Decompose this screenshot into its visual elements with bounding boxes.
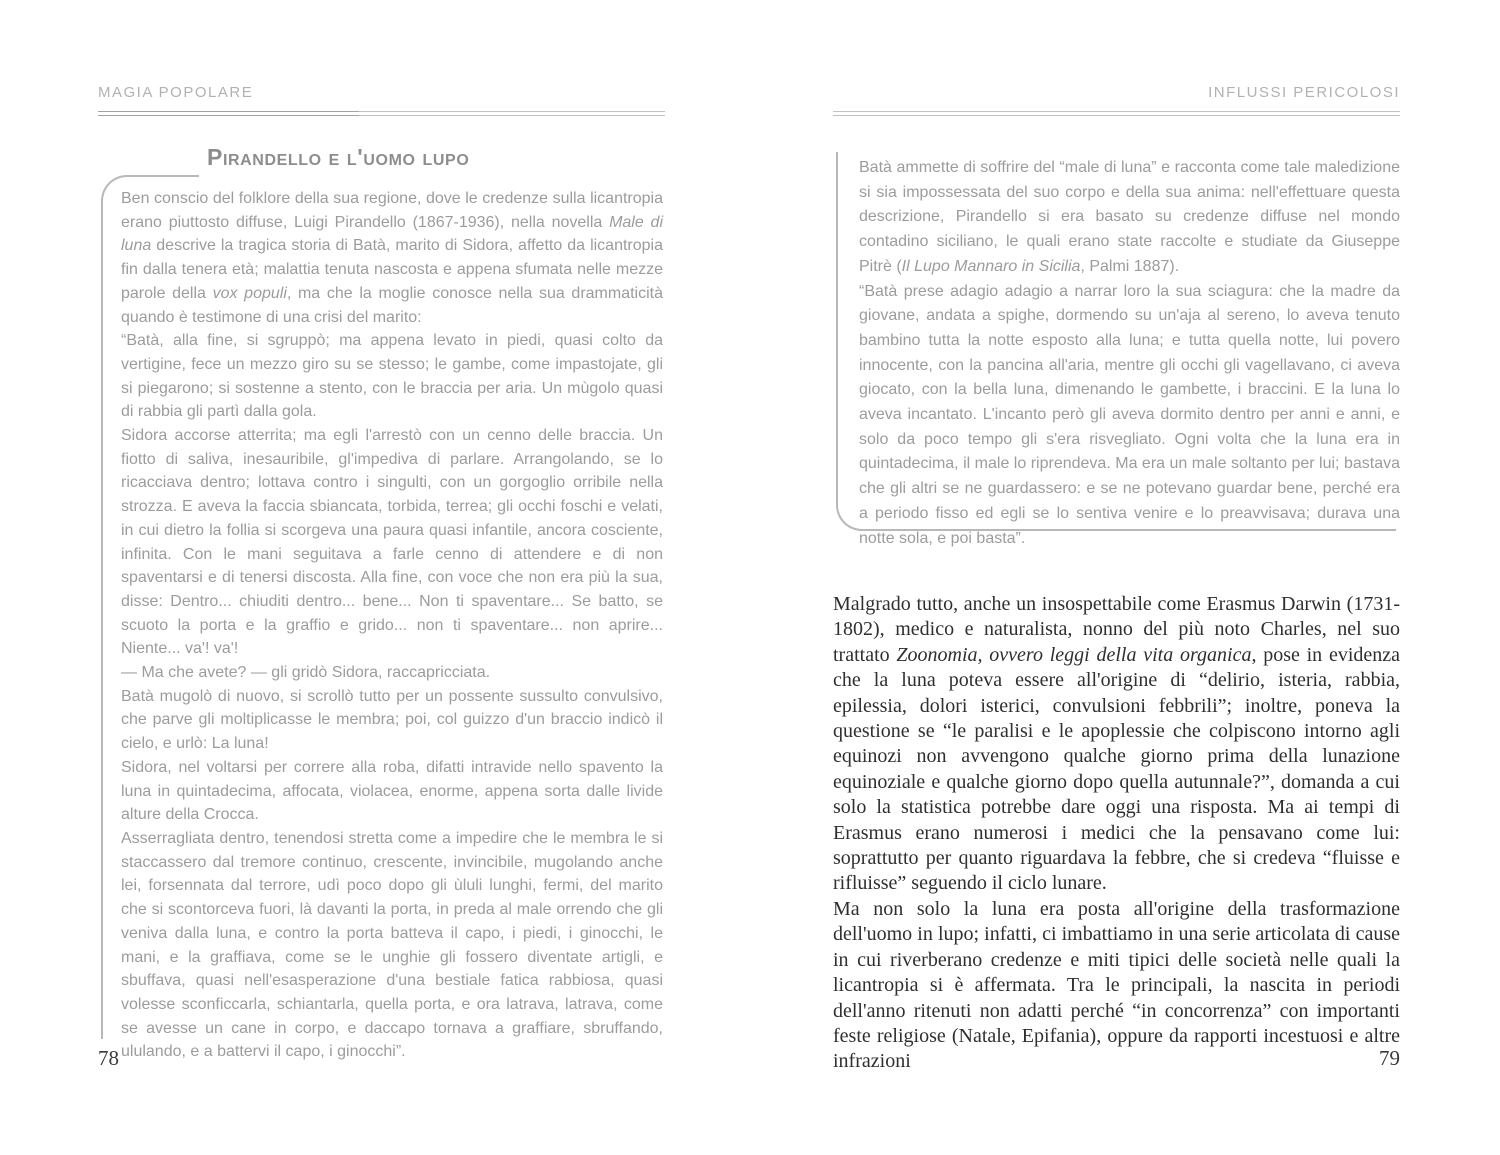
running-head-left: MAGIA POPOLARE — [98, 84, 254, 101]
paragraph: “Batà prese adagio adagio a narrar loro la sua sciagura: che la madre da giovane, andata a spighe, dormendo su un'aja al sereno, lo aveva tenuto bambino tutta la notte esposto alla luna; e tutta quella notte, lui povero innocente, con la pancina all'aria, mentre gli occhi gli vagellavano, ci aveva giocato, con la bella luna, dimenando le gambette, i braccini. E la luna lo aveva incantato. L'incanto però gli aveva dormito dentro per anni e anni, e solo da poco tempo gli s'era risvegliato. Ogni volta che la luna era in quintadecima, il male lo riprendeva. Ma era un male soltanto per lui; bastava che gli altri se ne guardassero: e se ne potevano guardar bene, perché era a periodo fisso ed egli se lo sentiva venire e lo preavvisava; durava una notte sola, e poi basta”. — [859, 282, 1400, 547]
paragraph: Batà ammette di soffrire del “male di luna” e racconta come tale maledizione si sia impossessata del suo corpo e della sua anima: nell'effettuare questa descrizione, Pirandello si era basato su credenze diffuse nel mondo contadino siciliano, le quali erano state raccolte e studiate da Giuseppe Pitrè (Il Lupo Mannaro in Sicilia, Palmi 1887). — [859, 159, 1400, 275]
right-page-body — [833, 592, 1400, 1075]
header-rule-right — [833, 111, 1400, 116]
running-head-right: INFLUSSI PERICOLOSI — [1208, 84, 1400, 101]
paragraph: Batà mugolò di nuovo, si scrollò tutto per un possente sussulto convulsivo, che parve gli moltiplicasse le membra; poi, col guizzo d'un braccio indicò il cielo, e urlò: La luna! — [121, 687, 663, 753]
paragraph: Ma non solo la luna era posta all'origine della trasformazione dell'uomo in lupo; infatti, ci imbattiamo in una serie articolata di cause in cui riverberano credenze e miti tipici delle società nelle quali la licantropia si è affermata. Tra le principali, la nascita in periodi dell'anno ritenuti non adatti perché “in concorrenza” con importanti feste religiose (Natale, Epifania), oppure da rapporti incestuosi e altre infrazioni — [833, 897, 1400, 1073]
header-rule-left — [98, 111, 665, 116]
paragraph: Sidora accorse atterrita; ma egli l'arrestò con un cenno delle braccia. Un fiotto di saliva, inesauribile, gl'impediva di parlare. Arrangolando, se lo ricacciava dentro; lottava contro i singulti, con un gorgoglio orribile nella strozza. E aveva la faccia sbiancata, torbida, terrea; gli occhi foschi e velati, in cui dietro la follia si scorgeva una paura quasi infantile, ancora cosciente, infinita. Con le mani seguitava a farle cenno di attendere e di non spaventarsi e di tenersi discosta. Alla fine, con voce che non era più la sua, disse: Dentro... chiuditi dentro... bene... Non ti spaventare... Se batto, se scuoto la porta e la graffio e grido... non ti spaventare... non aprire... Niente... va'! va'! — [121, 427, 663, 658]
page-number-right: 79 — [1379, 1046, 1400, 1070]
quote-block — [859, 156, 1400, 551]
paragraph: Asserragliata dentro, tenendosi stretta come a impedire che le membra le si staccassero dal tremore continuo, crescente, invincibile, mugolando anche lei, forsennata dal terrore, udì poco dopo gli ùluli lunghi, fermi, del marito che si scontorceva fuori, là davanti la porta, in preda al male orrendo che gli veniva dalla luna, e contro la porta batteva il capo, i piedi, i ginocchi, le mani, e la graffiava, come se le unghie gli fossero diventate artigli, e sbuffava, quasi nell'esasperazione d'una bestiale fatica rabbiosa, quasi volesse sconficcarla, schiantarla, quella porta, e ora latrava, latrava, come se avesse un cane in corpo, e daccapo tornava a graffiare, sbruffando, ululando, e a battervi il capo, i ginocchi”. — [121, 829, 663, 1061]
left-page-body — [121, 187, 663, 1064]
paragraph: “Batà, alla fine, si sgruppò; ma appena levato in piedi, quasi colto da vertigine, fece un mezzo giro su se stesso; le gambe, come impastojate, gli si piegarono; si sostenne a stento, con le braccia per aria. Un mùgolo quasi di rabbia gli partì dalla gola. — [121, 332, 663, 421]
paragraph: — Ma che avete? — gli gridò Sidora, raccapricciata. — [121, 664, 491, 682]
section-title: Pirandello e l'uomo lupo — [207, 144, 470, 170]
paragraph: Ben conscio del folklore della sua regione, dove le credenze sulla licantropia erano piuttosto diffuse, Luigi Pirandello (1867-1936), nella novella Male di luna descrive la tragica storia di Batà, marito di Sidora, affetto da licantropia fin dalla tenera età; malattia tenuta nascosta e appena sfumata nelle mezze parole della vox populi, ma che la moglie conosce nella sua drammaticità quando è testimone di una crisi del marito: — [121, 190, 664, 326]
header-rule-accent — [98, 111, 359, 116]
page-number-left: 78 — [98, 1046, 119, 1070]
paragraph: Malgrado tutto, anche un insospettabile come Erasmus Darwin (1731-1802), medico e naturalista, nonno del più noto Charles, nel suo trattato Zoonomia, ovvero leggi della vita organica, pose in evidenza che la luna poteva essere all'origine di “delirio, isteria, rabbia, epilessia, dolori isterici, convulsioni febbrili”; inoltre, poneva la questione se “le paralisi e le apoplessie che colpiscono intorno agli equinozi non avvengono qualche giorno prima della lunazione equinoziale e qualche giorno dopo quella autunnale?”, domanda a cui solo la statistica potrebbe dare oggi una risposta. Ma ai tempi di Erasmus erano numerosi i medici che la pensavano come lui: soprattutto per quanto riguardava la febbre, che si credeva “fluisse e rifluisse” seguendo il ciclo lunare. — [833, 593, 1401, 895]
paragraph: Sidora, nel voltarsi per correre alla roba, difatti intravide nello spavento la luna in quintadecima, affocata, violacea, enorme, appena sorta dalle livide alture della Crocca. — [121, 758, 663, 824]
